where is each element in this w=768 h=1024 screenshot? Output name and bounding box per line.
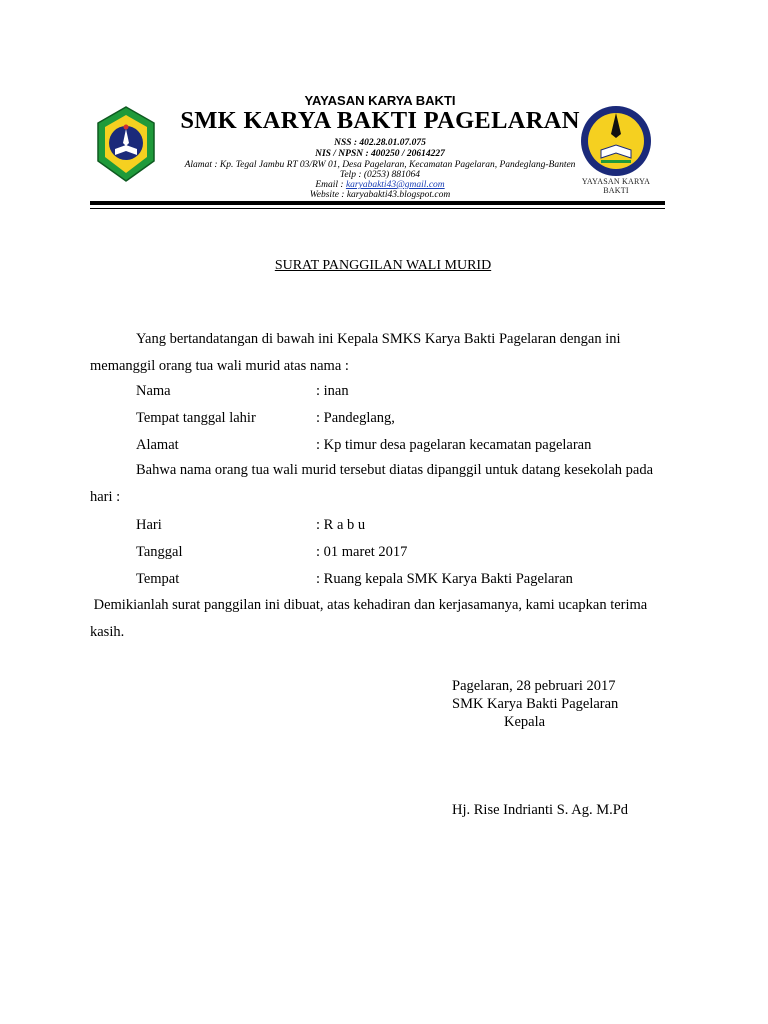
school-logo [94,105,158,183]
field-label: Tempat [136,571,180,587]
closing-line-2: kasih. [90,624,125,640]
phone-line: Telp : (0253) 881064 [339,170,421,180]
field-value: : Kp timur desa pagelaran kecamatan pagelaran [316,437,592,453]
email-label: Email : [315,180,344,190]
letterhead-divider-thin [90,208,665,209]
letter-title: SURAT PANGGILAN WALI MURID [274,258,492,273]
field-label: Nama [136,383,171,399]
signature-position: Kepala [504,714,546,730]
opening-line-1: Yang bertandatangan di bawah ini Kepala SMKS Karya Bakti Pagelaran dengan ini [136,331,621,347]
field-label: Tempat tanggal lahir [136,410,256,426]
school-name: SMK KARYA BAKTI PAGELARAN [180,107,580,134]
field-value: : inan [316,383,349,399]
website-line: Website : karyabakti43.blogspot.com [309,190,451,200]
field-value: : Ruang kepala SMK Karya Bakti Pagelaran [316,571,573,587]
signature-place-date: Pagelaran, 28 pebruari 2017 [452,678,616,694]
closing-line-1: Demikianlah surat panggilan ini dibuat, atas kehadiran dan kerjasamanya, kami ucapkan terima [90,597,648,613]
call-line-2: hari : [90,489,121,505]
field-value: : 01 maret 2017 [316,544,408,560]
field-value: : R a b u [316,517,366,533]
signatory-name: Hj. Rise Indrianti S. Ag. M.Pd [452,802,629,818]
letterhead-divider [90,201,665,205]
opening-paragraph [90,326,678,380]
signature-institution: SMK Karya Bakti Pagelaran [452,696,619,712]
email-link[interactable]: karyabakti43@gmail.com [345,180,445,190]
foundation-name: YAYASAN KARYA BAKTI [304,93,456,108]
foundation-logo-caption: YAYASAN KARYA BAKTI [581,177,651,195]
field-label: Hari [136,517,162,533]
field-label: Tanggal [136,544,183,560]
foundation-logo [579,104,653,178]
call-line-1: Bahwa nama orang tua wali murid tersebut diatas dipanggil untuk datang kesekolah pada [136,462,654,478]
call-paragraph [90,457,678,511]
address-line: Alamat : Kp. Tegal Jambu RT 03/RW 01, Desa Pagelaran, Kecamatan Pagelaran, Pandeglang-Banten [184,160,576,170]
field-label: Alamat [136,437,179,453]
field-value: : Pandeglang, [316,410,395,426]
nss-line: NSS : 402.28.01.07.075 [334,138,426,148]
closing-paragraph [90,592,678,646]
opening-line-2: memanggil orang tua wali murid atas nama : [90,358,349,374]
nis-npsn-line: NIS / NPSN : 400250 / 20614227 [315,149,445,159]
